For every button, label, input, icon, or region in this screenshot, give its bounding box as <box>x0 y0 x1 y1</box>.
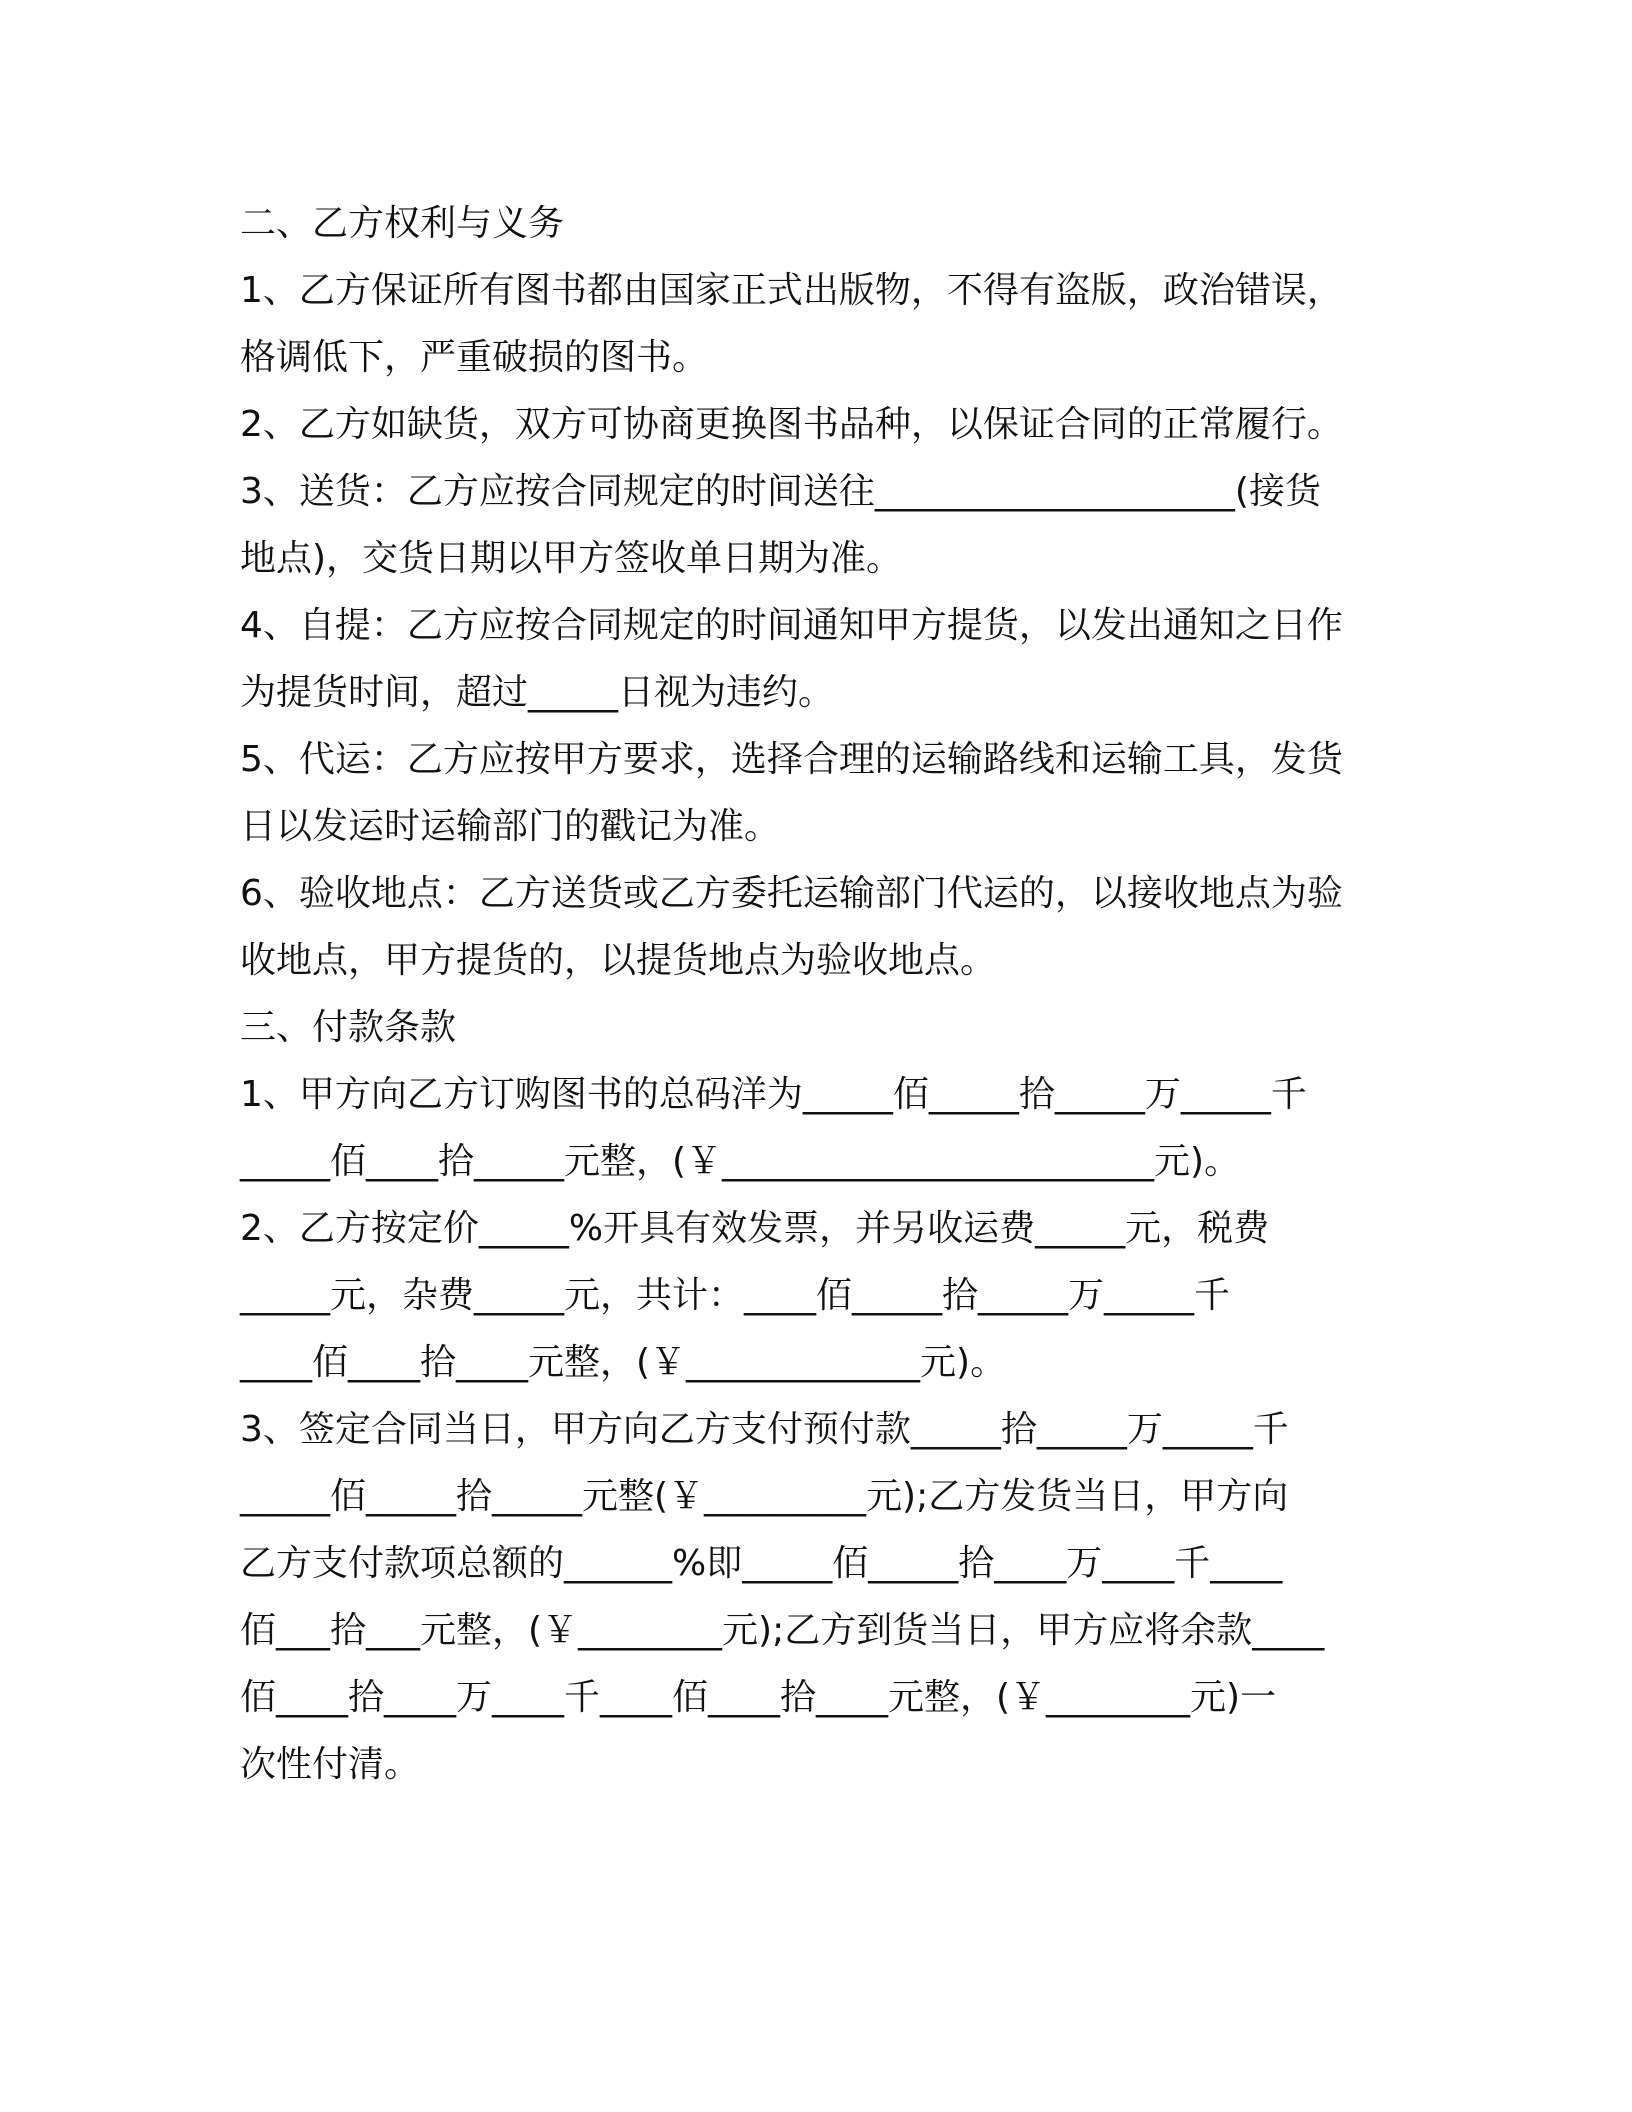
clause-line: 2、乙方如缺货，双方可协商更换图书品种，以保证合同的正常履行。 <box>240 404 1343 445</box>
clause-line: 乙方支付款项总额的______%即_____佰_____拾____万____千____ <box>240 1543 1283 1584</box>
clause-line: 格调低下，严重破损的图书。 <box>240 337 709 378</box>
clause-line: _____元，杂费_____元，共计：____佰_____拾_____万_____千 <box>240 1275 1231 1316</box>
clause-line: ____佰____拾____元整，(￥_____________元)。 <box>240 1342 1007 1383</box>
clause-line: 佰____拾____万____千____佰____拾____元整，(￥________元)一 <box>240 1677 1277 1718</box>
clause-line: 为提货时间，超过_____日视为违约。 <box>240 672 835 713</box>
clause-line: 3、签定合同当日，甲方向乙方支付预付款_____拾_____万_____千 <box>240 1409 1289 1450</box>
section-heading-party-b: 二、乙方权利与义务 <box>240 203 565 244</box>
clause-line: 3、送货：乙方应按合同规定的时间送往____________________(接货 <box>240 471 1321 512</box>
clause-line: 收地点，甲方提货的，以提货地点为验收地点。 <box>240 940 997 981</box>
clause-line: _____佰____拾_____元整，(￥________________________元)。 <box>240 1141 1241 1182</box>
clause-line: 日以发运时运输部门的戳记为准。 <box>240 806 781 847</box>
clause-line: 地点)，交货日期以甲方签收单日期为准。 <box>240 538 903 579</box>
clause-line: 佰___拾___元整，(￥________元);乙方到货当日，甲方应将余款____ <box>240 1610 1325 1651</box>
document-body <box>240 190 1390 1798</box>
clause-line: 4、自提：乙方应按合同规定的时间通知甲方提货，以发出通知之日作 <box>240 605 1343 646</box>
clause-line: 1、乙方保证所有图书都由国家正式出版物，不得有盗版，政治错误， <box>240 270 1343 311</box>
clause-line: 2、乙方按定价_____%开具有效发票，并另收运费_____元，税费 <box>240 1208 1270 1249</box>
clause-line: _____佰_____拾_____元整(￥_________元);乙方发货当日，甲方向 <box>240 1476 1289 1517</box>
clause-line: 5、代运：乙方应按甲方要求，选择合理的运输路线和运输工具，发货 <box>240 739 1343 780</box>
clause-line: 1、甲方向乙方订购图书的总码洋为_____佰_____拾_____万_____千 <box>240 1074 1307 1115</box>
clause-line: 次性付清。 <box>240 1744 421 1785</box>
clause-line: 6、验收地点：乙方送货或乙方委托运输部门代运的，以接收地点为验 <box>240 873 1343 914</box>
section-heading-payment: 三、付款条款 <box>240 1007 457 1048</box>
